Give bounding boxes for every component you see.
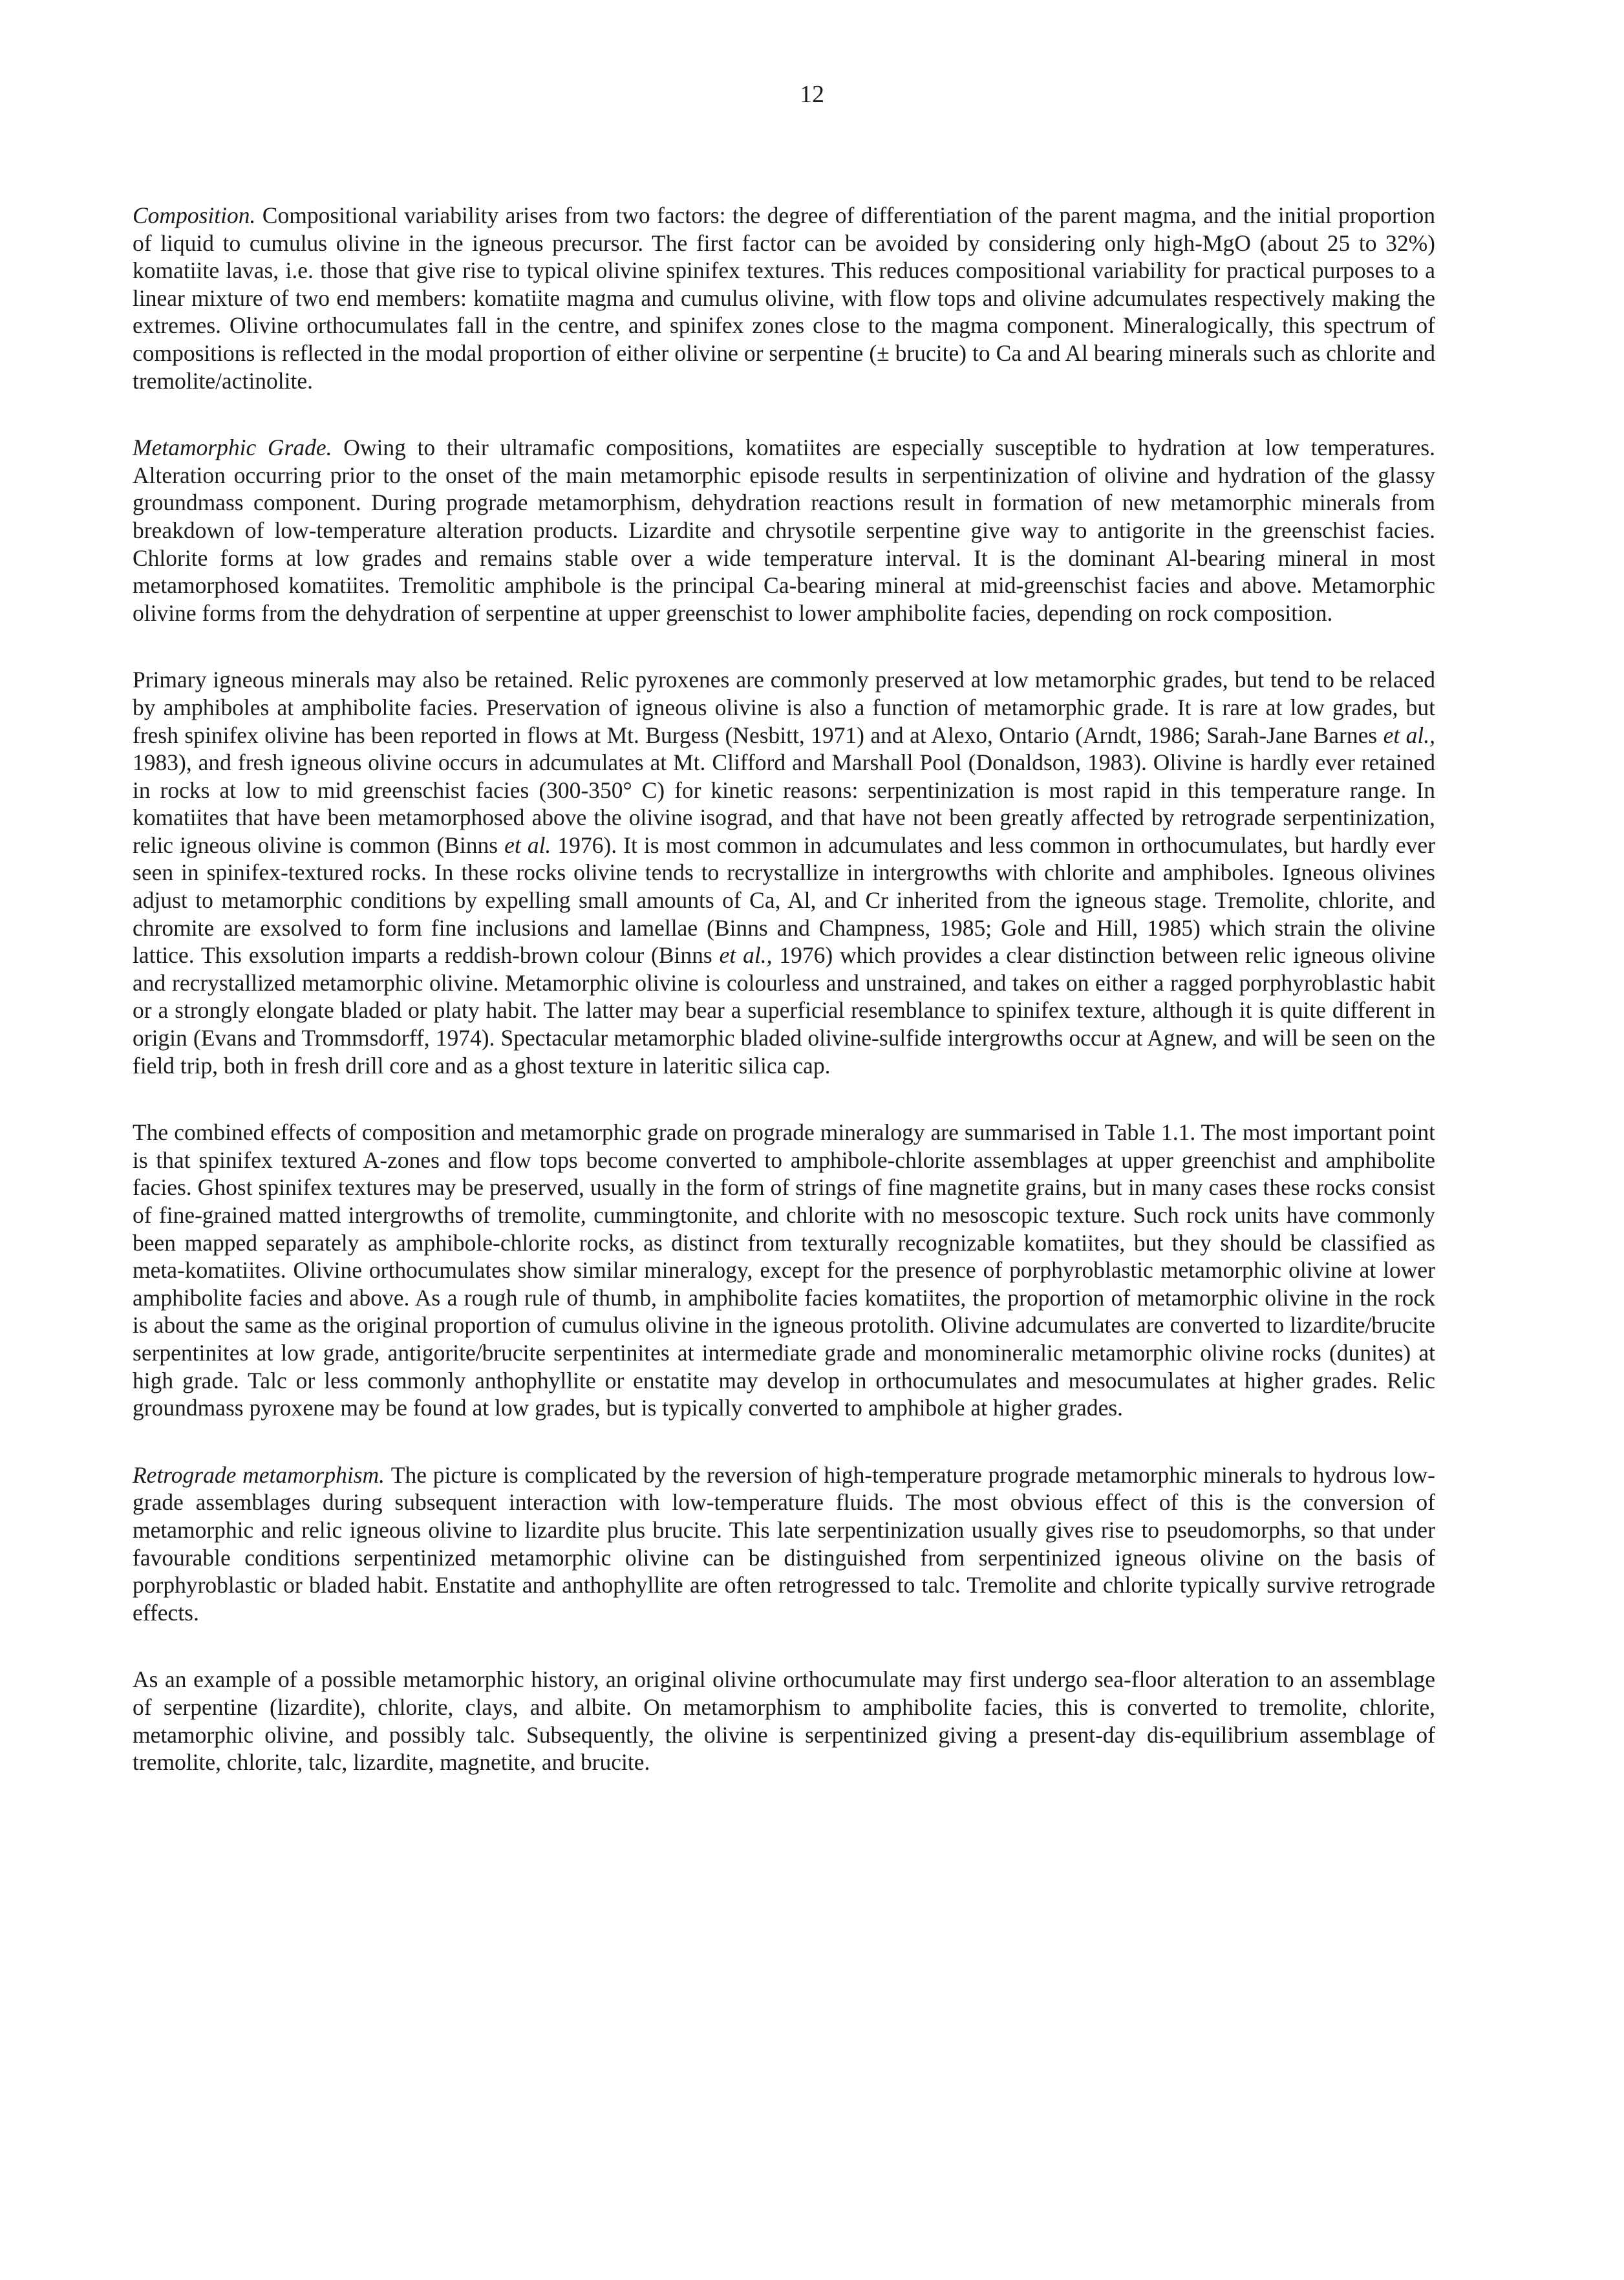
paragraph-example-history (133, 1666, 1435, 1776)
paragraph-primary-igneous-minerals (133, 666, 1435, 1079)
paragraph-heading: Metamorphic Grade. (133, 435, 332, 461)
text-segment: 1976) which provides a clear distinction between relic igneous olivine and recrystallized metamorphic olivine. Metamorphic olivine is colourless and unstrained, and takes on either a ragged porphyroblastic habit or a strongly elongate bladed or platy habit. The latter may bear a superficial resemblance to spinifex texture, although it is quite different in origin (Evans and Trommsdorff, 1974). Spectacular metamorphic bladed olivine-sulfide intergrowths occur at Agnew, and will be seen on the field trip, both in fresh drill core and as a ghost texture in lateritic silica cap. (133, 942, 1435, 1079)
paragraph-text: Compositional variability arises from two factors: the degree of differentiation of the parent magma, and the initial proportion of liquid to cumulus olivine in the igneous precursor. The first factor can be avoided by considering only high-MgO (about 25 to 32%) komatiite lavas, i.e. those that give rise to typical olivine spinifex textures. This reduces compositional variability for practical purposes to a linear mixture of two end members: komatiite magma and cumulus olivine, with flow tops and olivine adcumulates respectively making the extremes. Olivine orthocumulates fall in the centre, and spinifex zones close to the magma component. Mineralogically, this spectrum of compositions is reflected in the modal proportion of either olivine or serpentine (± brucite) to Ca and Al bearing minerals such as chlorite and tremolite/actinolite. (133, 202, 1435, 394)
text-body (133, 202, 1435, 1816)
paragraph-heading: Composition. (133, 202, 256, 228)
paragraph-text: The combined effects of composition and metamorphic grade on prograde mineralogy are summarised in Table 1.1. The most important point is that spinifex textured A-zones and flow tops become converted to amphibole-chlorite assemblages at upper greenchist and amphibolite facies. Ghost spinifex textures may be preserved, usually in the form of strings of fine magnetite grains, but in many cases these rocks consist of fine-grained matted intergrowths of tremolite, cummingtonite, and chlorite with no mesoscopic texture. Such rock units have commonly been mapped separately as amphibole-chlorite rocks, as distinct from texturally recognizable komatiites, but they should be classified as meta-komatiites. Olivine orthocumulates show similar mineralogy, except for the presence of porphyroblastic metamorphic olivine at lower amphibolite facies and above. As a rough rule of thumb, in amphibolite facies komatiites, the proportion of metamorphic olivine in the rock is about the same as the original proportion of cumulus olivine in the igneous protolith. Olivine adcumulates are converted to lizardite/brucite serpentinites at low grade, antigorite/brucite serpentinites at intermediate grade and monomineralic metamorphic olivine rocks (dunites) at high grade. Talc or less commonly anthophyllite or enstatite may develop in orthocumulates and mesocumulates at higher grades. Relic groundmass pyroxene may be found at low grades, but is typically converted to amphibole at higher grades. (133, 1119, 1435, 1421)
citation-et-al: et al., (1383, 722, 1435, 748)
paragraph-metamorphic-grade (133, 434, 1435, 627)
paragraph-combined-effects (133, 1119, 1435, 1422)
citation-et-al: et al. (504, 832, 551, 858)
text-segment: 1976). It is most common in adcumulates and less common in orthocumulates, but hardly ever seen in spinifex-textured rocks. In these rocks olivine tends to recrystallize in intergrowths with chlorite and amphiboles. Igneous olivines adjust to metamorphic conditions by expelling small amounts of Ca, Al, and Cr inherited from the igneous stage. Tremolite, chlorite, and chromite are exsolved to form fine inclusions and lamellae (Binns and Champness, 1985; Gole and Hill, 1985) which strain the olivine lattice. This exsolution imparts a reddish-brown colour (Binns (133, 832, 1436, 969)
text-segment: Primary igneous minerals may also be retained. Relic pyroxenes are commonly preserved at low metamorphic grades, but tend to be relaced by amphiboles at amphibolite facies. Preservation of igneous olivine is also a function of metamorphic grade. It is rare at low grades, but fresh spinifex olivine has been reported in flows at Mt. Burgess (Nesbitt, 1971) and at Alexo, Ontario (Arndt, 1986; Sarah-Jane Barnes (133, 667, 1435, 748)
paragraph-text (133, 667, 1435, 1078)
text-segment: 1983), and fresh igneous olivine occurs in adcumulates at Mt. Clifford and Marshall Pool (Donaldson, 1983). Olivine is hardly ever retained in rocks at low to mid greenschist facies (300-350° C) for kinetic reasons: serpentinization is most rapid in this temperature range. In komatiites that have been metamorphosed above the olivine isograd, and that have not been greatly affected by retrograde serpentinization, relic igneous olivine is common (Binns (133, 749, 1435, 858)
citation-et-al: et al., (719, 942, 773, 969)
paragraph-text: As an example of a possible metamorphic history, an original olivine orthocumulate may first undergo sea-floor alteration to an assemblage of serpentine (lizardite), chlorite, clays, and albite. On metamorphism to amphibolite facies, this is converted to tremolite, chlorite, metamorphic olivine, and possibly talc. Subsequently, the olivine is serpentinized giving a present-day dis-equilibrium assemblage of tremolite, chlorite, talc, lizardite, magnetite, and brucite. (133, 1666, 1435, 1776)
paragraph-text: The picture is complicated by the reversion of high-temperature prograde metamorphic minerals to hydrous low-grade assemblages during subsequent interaction with low-temperature fluids. The most obvious effect of this is the conversion of metamorphic and relic igneous olivine to lizardite plus brucite. This late serpentinization usually gives rise to pseudomorphs, so that under favourable conditions serpentinized metamorphic olivine can be distinguished from serpentinized igneous olivine on the basis of porphyroblastic or bladed habit. Enstatite and anthophyllite are often retrogressed to talc. Tremolite and chlorite typically survive retrograde effects. (133, 1461, 1435, 1626)
paragraph-composition (133, 202, 1435, 394)
page-number: 12 (800, 81, 824, 108)
paragraph-heading: Retrograde metamorphism. (133, 1461, 385, 1488)
paragraph-text: Owing to their ultramafic compositions, komatiites are especially susceptible to hydration at low temperatures. Alteration occurring prior to the onset of the main metamorphic episode results in serpentinization of olivine and hydration of the glassy groundmass component. During prograde metamorphism, dehydration reactions result in formation of new metamorphic minerals from breakdown of low-temperature alteration products. Lizardite and chrysotile serpentine give way to antigorite in the greenschist facies. Chlorite forms at low grades and remains stable over a wide temperature interval. It is the dominant Al-bearing mineral in most metamorphosed komatiites. Tremolitic amphibole is the principal Ca-bearing mineral at mid-greenschist facies and above. Metamorphic olivine forms from the dehydration of serpentine at upper greenschist to lower amphibolite facies, depending on rock composition. (133, 435, 1435, 626)
paragraph-retrograde-metamorphism (133, 1461, 1435, 1627)
